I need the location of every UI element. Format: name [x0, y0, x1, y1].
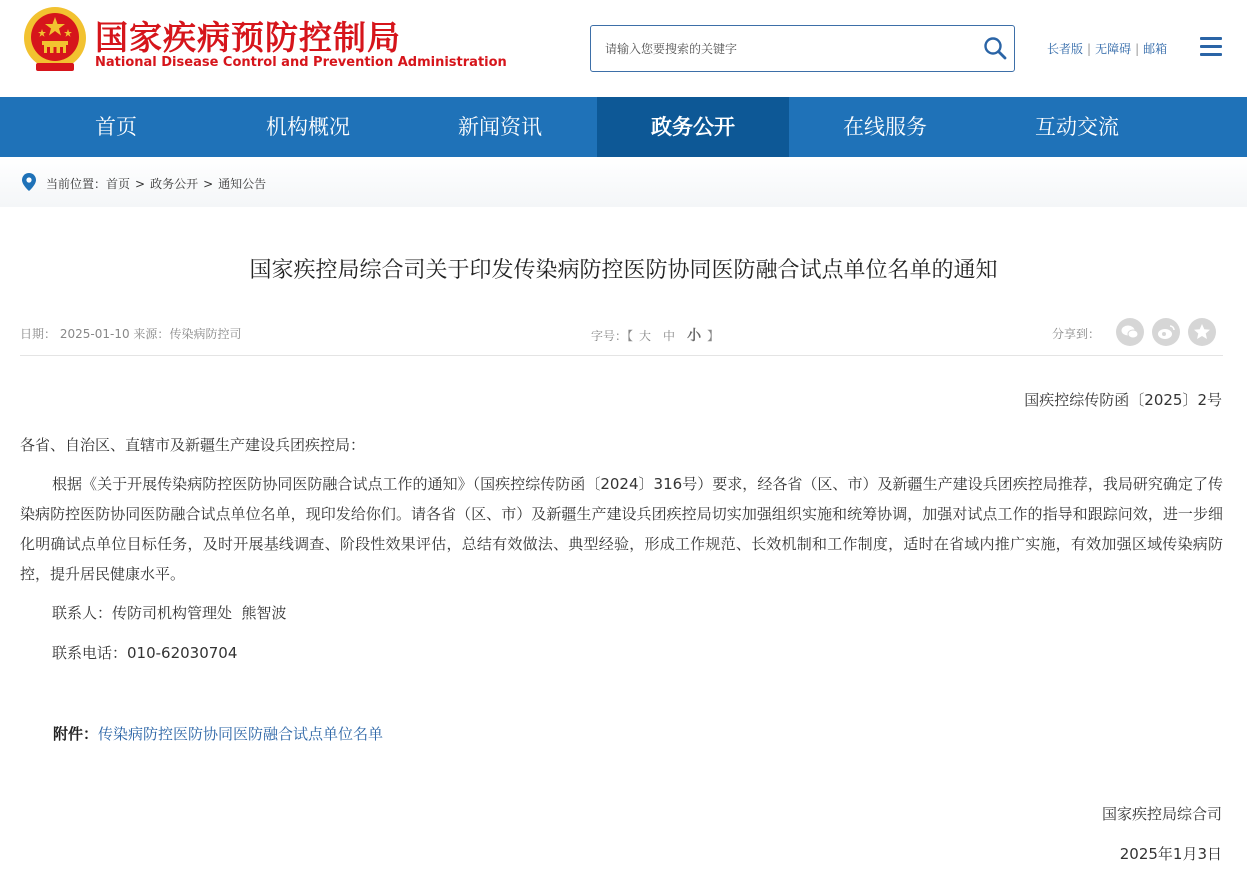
source-label: 来源： [133, 327, 170, 341]
document-number: 国疾控综传防函〔2025〕2号 [1024, 391, 1222, 409]
attachment-label: 附件： [53, 725, 99, 743]
breadcrumb-government-affairs[interactable]: 政务公开 [150, 177, 199, 191]
mailbox-link[interactable]: 邮箱 [1143, 42, 1168, 56]
date-label: 日期： [20, 327, 57, 341]
source: 传染病防控司 [169, 327, 242, 341]
breadcrumb-home[interactable]: 首页 [106, 177, 131, 191]
wechat-share-icon[interactable] [1116, 318, 1144, 346]
breadcrumb-notices[interactable]: 通知公告 [218, 177, 267, 191]
signature-date: 2025年1月3日 [1119, 845, 1222, 863]
font-size-medium[interactable]: 中 [663, 329, 676, 343]
font-size-small[interactable]: 小 [687, 328, 702, 344]
search-input[interactable] [605, 38, 975, 60]
top-links [1047, 40, 1167, 57]
breadcrumb-bar [0, 157, 1247, 207]
breadcrumb-separator: > [203, 177, 214, 191]
accessibility-link[interactable]: 无障碍 [1095, 42, 1132, 56]
share-label: 分享到： [1052, 327, 1101, 341]
nav-item-government-affairs[interactable]: 政务公开 [597, 97, 789, 157]
breadcrumb [22, 173, 266, 192]
menu-icon[interactable] [1200, 37, 1222, 59]
font-size-control [591, 325, 719, 345]
elderly-mode-link[interactable]: 长者版 [1047, 42, 1084, 56]
breadcrumb-prefix: 当前位置： [46, 177, 107, 191]
greeting: 各省、自治区、直辖市及新疆生产建设兵团疾控局： [20, 436, 366, 454]
national-emblem-icon[interactable] [22, 5, 88, 75]
attachment-link[interactable]: 传染病防控医防协同医防融合试点单位名单 [98, 725, 384, 743]
site-title-english[interactable]: National Disease Control and Prevention Administration [95, 55, 507, 70]
nav-item-interaction[interactable]: 互动交流 [1035, 115, 1119, 139]
article-date-source [20, 325, 241, 342]
share-bar [1052, 325, 1100, 342]
favorite-share-icon[interactable] [1188, 318, 1216, 346]
breadcrumb-separator: > [135, 177, 146, 191]
contact-phone: 联系电话：010-62030704 [52, 644, 238, 662]
weibo-share-icon[interactable] [1152, 318, 1180, 346]
nav-item-online-services[interactable]: 在线服务 [843, 115, 927, 139]
site-header [0, 0, 1247, 97]
bracket: 】 [707, 329, 720, 343]
bracket: 【 [627, 329, 634, 343]
font-size-label: 字号： [591, 329, 628, 343]
site-title[interactable]: 国家疾病预防控制局 [95, 18, 401, 57]
divider: | [1087, 42, 1092, 56]
location-pin-icon [22, 173, 36, 191]
nav-item-about[interactable]: 机构概况 [266, 115, 350, 139]
publish-date: 2025-01-10 [59, 327, 130, 341]
body-paragraph: 根据《关于开展传染病防控医防协同医防融合试点工作的通知》（国疾控综传防函〔2024〕316号）要求，经各省（区、市）及新疆生产建设兵团疾控局推荐，我局研究确定了传染病防控医防协同医防融合试点单位名单，现印发给你们。请各省（区、市）及新疆生产建设兵团疾控局切实加强组织实施和统筹协调，加强对试点工作的指导和跟踪问效，进一步细化明确试点单位目标任务，及时开展基线调查、阶段性效果评估，总结有效做法、典型经验，形成工作规范、长效机制和工作制度，适时在省域内推广实施，有效加强区域传染病防控，提升居民健康水平。 [20, 475, 1223, 583]
search-icon[interactable] [982, 35, 1008, 61]
nav-item-home[interactable]: 首页 [95, 115, 137, 139]
font-size-large[interactable]: 大 [639, 329, 652, 343]
main-nav [0, 97, 1247, 157]
divider: | [1135, 42, 1140, 56]
article-title: 国家疾控局综合司关于印发传染病防控医防协同医防融合试点单位名单的通知 [249, 258, 998, 283]
article-meta [20, 316, 1223, 356]
nav-item-news[interactable]: 新闻资讯 [458, 115, 542, 139]
signature-organization: 国家疾控局综合司 [1101, 805, 1222, 823]
attachment [53, 719, 383, 749]
search-box [590, 25, 1015, 72]
contact-person: 联系人：传防司机构管理处 熊智波 [52, 604, 287, 622]
